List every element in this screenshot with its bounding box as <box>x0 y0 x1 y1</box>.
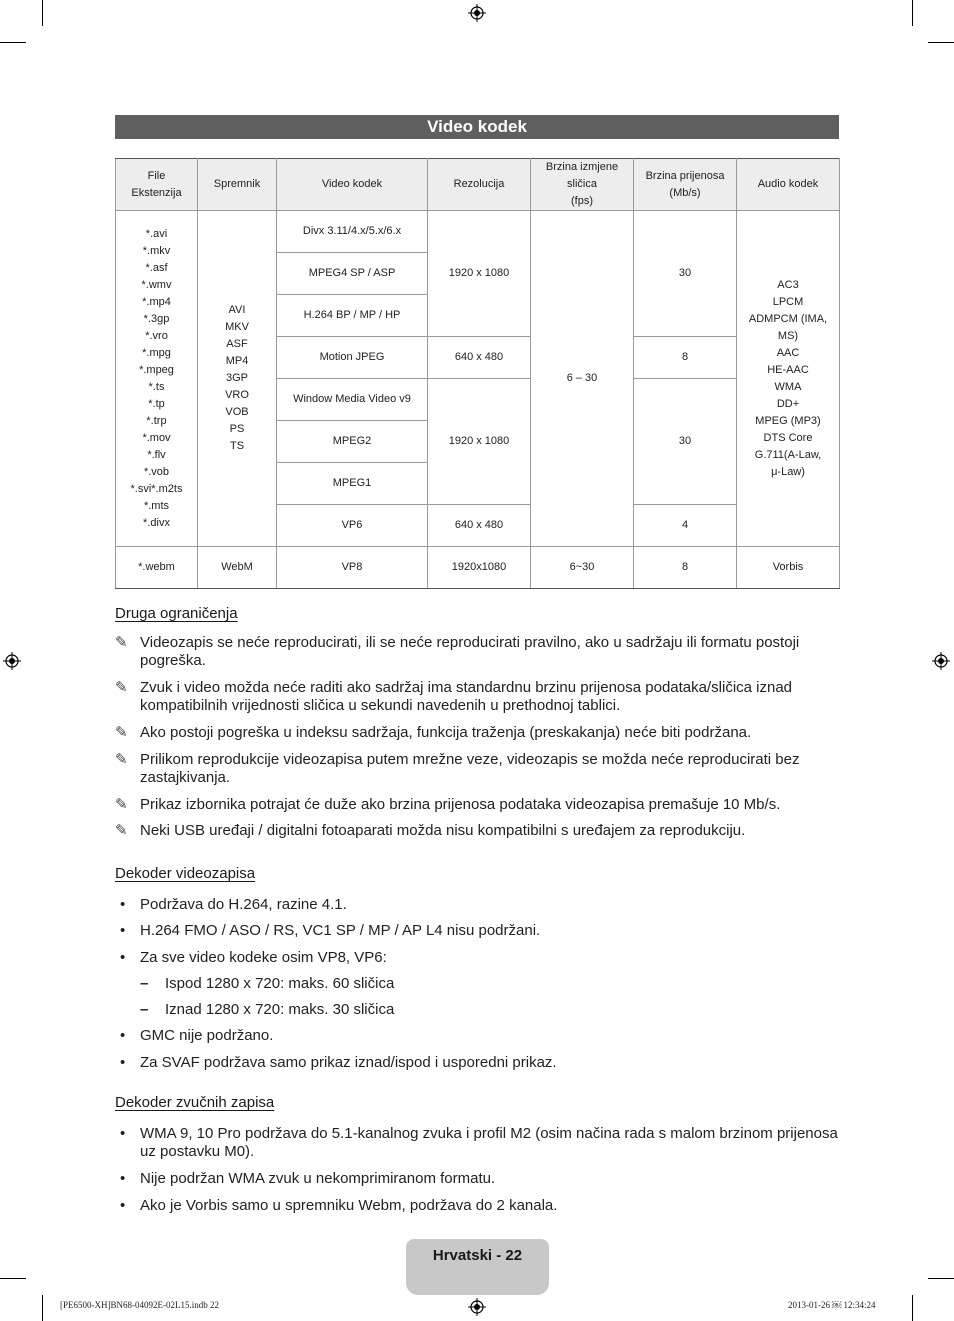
list-item <box>115 922 839 940</box>
bullet-icon: • <box>120 1170 126 1187</box>
audio-codecs-cell: AC3 LPCM ADMPCM (IMA, MS) AAC HE-AAC WMA DD+ MPEG (MP3) DTS Core G.711(A-Law, μ-Law) <box>737 211 840 547</box>
bitrate-cell: 8 <box>634 337 737 379</box>
resolution-cell: 1920 x 1080 <box>428 379 531 505</box>
registration-mark-icon <box>468 1298 486 1316</box>
sub-list-item <box>140 975 839 993</box>
list-item-text: Za SVAF podržava samo prikaz iznad/ispod i usporedni prikaz. <box>140 1054 557 1071</box>
bullet-icon: • <box>120 1197 126 1214</box>
header-bitrate: Brzina prijenosa (Mb/s) <box>634 159 737 211</box>
video-decoder-heading: Dekoder videozapisa <box>115 865 256 882</box>
note-item <box>115 724 839 742</box>
bullet-icon: • <box>120 1027 126 1044</box>
table-header-row <box>116 159 840 211</box>
note-item <box>115 751 839 787</box>
crop-mark <box>928 1278 954 1279</box>
webm-container-cell: WebM <box>198 547 277 589</box>
codec-cell: MPEG1 <box>277 463 428 505</box>
footer-file-info: [PE6500-XH]BN68-04092E-02L15.indb 22 <box>60 1300 219 1310</box>
video-codec-table <box>115 158 840 589</box>
codec-cell: Motion JPEG <box>277 337 428 379</box>
registration-mark-icon <box>3 652 21 670</box>
header-resolution: Rezolucija <box>428 159 531 211</box>
list-item-text: Nije podržan WMA zvuk u nekomprimiranom formatu. <box>140 1170 496 1187</box>
webm-extension-cell: *.webm <box>116 547 198 589</box>
list-item <box>115 1054 839 1072</box>
pencil-note-icon: ✎ <box>115 634 128 651</box>
codec-cell: Divx 3.11/4.x/5.x/6.x <box>277 211 428 253</box>
list-item <box>115 896 839 914</box>
list-item-text: Za sve video kodeke osim VP8, VP6: <box>140 949 387 966</box>
webm-bitrate-cell: 8 <box>634 547 737 589</box>
resolution-cell: 1920 x 1080 <box>428 211 531 337</box>
note-item <box>115 822 839 840</box>
bullet-icon: • <box>120 922 126 939</box>
bullet-icon: • <box>120 896 126 913</box>
note-item <box>115 796 839 814</box>
bitrate-cell: 30 <box>634 211 737 337</box>
bullet-icon: • <box>120 949 126 966</box>
pencil-note-icon: ✎ <box>115 679 128 696</box>
dash-icon: – <box>140 1001 149 1018</box>
list-item <box>115 949 839 967</box>
codec-cell: H.264 BP / MP / HP <box>277 295 428 337</box>
resolution-cell: 640 x 480 <box>428 337 531 379</box>
webm-audio-cell: Vorbis <box>737 547 840 589</box>
sub-list-item <box>140 1001 839 1019</box>
list-item-text: WMA 9, 10 Pro podržava do 5.1-kanalnog zvuka i profil M2 (osim načina rada s malom brzinom prijenosa uz postavku M0). <box>140 1125 838 1160</box>
header-video-codec: Video kodek <box>277 159 428 211</box>
page-number: Hrvatski - 22 <box>432 1247 523 1264</box>
table-row-webm <box>116 547 840 589</box>
bullet-icon: • <box>120 1054 126 1071</box>
note-text: Videozapis se neće reproducirati, ili se neće reproducirati pravilno, ako u sadržaju ili formatu postoji pogreška. <box>140 634 800 669</box>
crop-mark <box>912 1295 913 1321</box>
codec-cell: VP6 <box>277 505 428 547</box>
bullet-icon: • <box>120 1125 126 1142</box>
webm-codec-cell: VP8 <box>277 547 428 589</box>
header-frame-rate: Brzina izmjene sličica (fps) <box>531 159 634 211</box>
pencil-note-icon: ✎ <box>115 751 128 768</box>
bitrate-cell: 30 <box>634 379 737 505</box>
note-text: Prilikom reprodukcije videozapisa putem mrežne veze, videozapis se možda neće reproducirati bez zastajkivanja. <box>140 751 800 786</box>
webm-resolution-cell: 1920x1080 <box>428 547 531 589</box>
note-item <box>115 679 839 715</box>
pencil-note-icon: ✎ <box>115 796 128 813</box>
list-item <box>115 1197 839 1215</box>
header-audio-codec: Audio kodek <box>737 159 840 211</box>
list-item <box>115 1027 839 1045</box>
resolution-cell: 640 x 480 <box>428 505 531 547</box>
bitrate-cell: 4 <box>634 505 737 547</box>
extensions-cell: *.avi *.mkv *.asf *.wmv *.mp4 *.3gp *.vro *.mpg *.mpeg *.ts *.tp *.trp *.mov *.flv *.vob *.svi*.m2ts *.mts *.divx <box>116 211 198 547</box>
list-item <box>115 1170 839 1188</box>
page-number-tab <box>406 1239 549 1295</box>
note-text: Zvuk i video možda neće raditi ako sadržaj ima standardnu brzinu prijenosa podataka/sličica iznad kompatibilnih vrijednosti sličica u sekundi navedenih u prethodnoj tablici. <box>140 679 793 714</box>
codec-cell: MPEG4 SP / ASP <box>277 253 428 295</box>
section-title: Video kodek <box>115 115 839 139</box>
list-item <box>115 1125 839 1161</box>
fps-cell: 6 – 30 <box>531 211 634 547</box>
header-file-extension: File Ekstenzija <box>116 159 198 211</box>
list-item-text: Ako je Vorbis samo u spremniku Webm, podržava do 2 kanala. <box>140 1197 558 1214</box>
registration-mark-icon <box>468 4 486 22</box>
note-item <box>115 634 839 670</box>
note-text: Prikaz izbornika potrajat će duže ako brzina prijenosa podataka videozapisa premašuje 10 Mb/s. <box>140 796 781 813</box>
containers-cell: AVI MKV ASF MP4 3GP VRO VOB PS TS <box>198 211 277 547</box>
audio-decoder-heading: Dekoder zvučnih zapisa <box>115 1094 275 1111</box>
crop-mark <box>42 1295 43 1321</box>
crop-mark <box>0 1278 26 1279</box>
crop-mark <box>912 0 913 26</box>
pencil-note-icon: ✎ <box>115 724 128 741</box>
note-text: Ako postoji pogreška u indeksu sadržaja, funkcija traženja (preskakanja) neće biti podržana. <box>140 724 752 741</box>
sub-list-item-text: Ispod 1280 x 720: maks. 60 sličica <box>165 975 395 992</box>
list-item-text: GMC nije podržano. <box>140 1027 274 1044</box>
footer-timestamp: 2013-01-26 ￼ 12:34:24 <box>788 1300 876 1310</box>
pencil-note-icon: ✎ <box>115 822 128 839</box>
other-limits-heading: Druga ograničenja <box>115 605 238 622</box>
webm-fps-cell: 6~30 <box>531 547 634 589</box>
table-row <box>116 211 840 253</box>
codec-cell: Window Media Video v9 <box>277 379 428 421</box>
codec-cell: MPEG2 <box>277 421 428 463</box>
list-item-text: Podržava do H.264, razine 4.1. <box>140 896 347 913</box>
note-text: Neki USB uređaji / digitalni fotoaparati možda nisu kompatibilni s uređajem za reprodukciju. <box>140 822 746 839</box>
registration-mark-icon <box>932 652 950 670</box>
list-item-text: H.264 FMO / ASO / RS, VC1 SP / MP / AP L4 nisu podržani. <box>140 922 541 939</box>
dash-icon: – <box>140 975 149 992</box>
crop-mark <box>0 42 26 43</box>
crop-mark <box>42 0 43 26</box>
header-container: Spremnik <box>198 159 277 211</box>
crop-mark <box>928 42 954 43</box>
sub-list-item-text: Iznad 1280 x 720: maks. 30 sličica <box>165 1001 395 1018</box>
